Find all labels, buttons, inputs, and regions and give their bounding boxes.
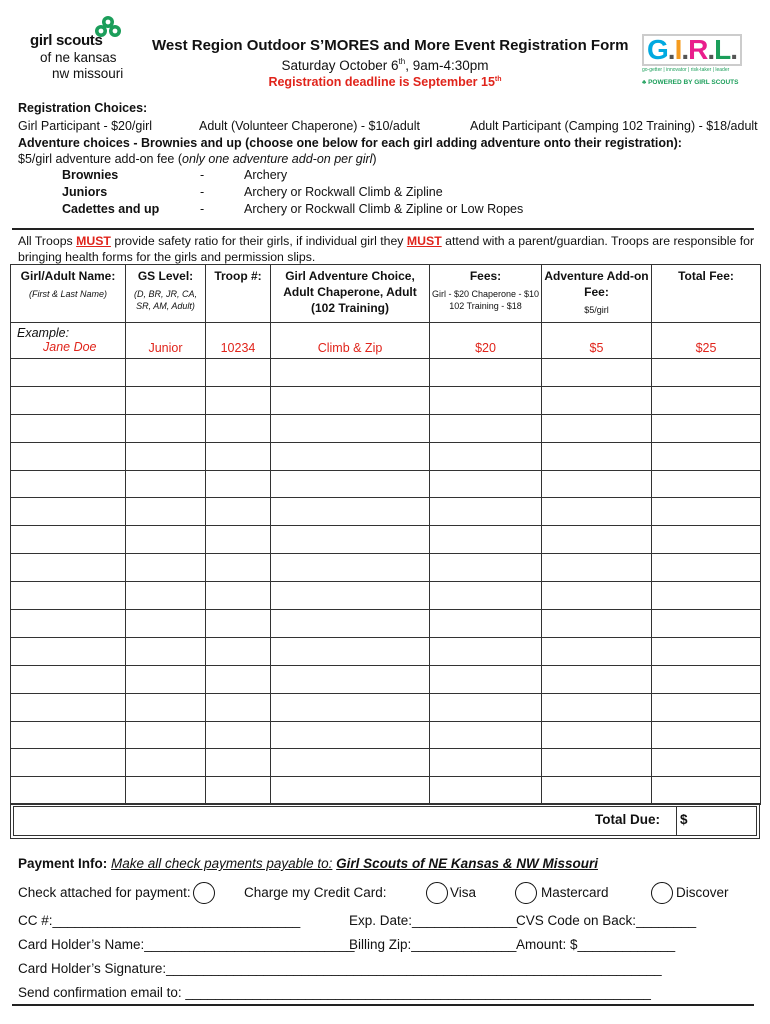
choice-cell[interactable] <box>271 359 430 387</box>
addon-cell[interactable] <box>542 526 652 554</box>
choice-cell[interactable] <box>271 749 430 777</box>
gs-level-cell[interactable] <box>126 610 206 638</box>
fee-cell[interactable] <box>430 665 542 693</box>
fee-cell[interactable] <box>430 414 542 442</box>
badge-dot: . <box>707 34 715 65</box>
discover-radio[interactable] <box>651 882 673 904</box>
table-row <box>11 721 761 749</box>
choice-cell[interactable] <box>271 637 430 665</box>
total-cell[interactable] <box>652 526 761 554</box>
fee-cell[interactable] <box>430 359 542 387</box>
logo-line-3: nw missouri <box>52 66 124 81</box>
addon-cell[interactable] <box>542 498 652 526</box>
addon-cell[interactable] <box>542 414 652 442</box>
fee-cell[interactable] <box>430 442 542 470</box>
total-cell[interactable] <box>652 665 761 693</box>
exp-date-field[interactable]: Exp. Date:______________ <box>349 913 518 928</box>
deadline-text: Registration deadline is September 15 <box>268 75 495 89</box>
badge-letter: L <box>714 34 731 65</box>
troop-cell[interactable] <box>206 470 271 498</box>
cc-number-field[interactable]: CC #:_________________________________ <box>18 913 301 928</box>
choice-adult-training: Adult Participant (Camping 102 Training) - $18/adult <box>470 119 758 133</box>
deadline-sup: th <box>494 75 502 83</box>
level-juniors: Juniors <box>62 185 108 199</box>
choice-cell[interactable] <box>271 693 430 721</box>
addon-cell[interactable] <box>542 665 652 693</box>
girl-badge-tagline: go-getter | innovator | risk-taker | leader <box>642 67 730 73</box>
event-date-sup: th <box>398 57 406 66</box>
gs-level-cell[interactable] <box>126 777 206 805</box>
table-row <box>11 442 761 470</box>
troop-cell[interactable] <box>206 414 271 442</box>
header-troop-label: Troop #: <box>214 269 262 283</box>
total-due-label: Total Due: <box>595 812 660 827</box>
total-cell[interactable] <box>652 777 761 805</box>
table-row <box>11 386 761 414</box>
choice-cell[interactable] <box>271 721 430 749</box>
fee-cell[interactable] <box>430 610 542 638</box>
addon-fee-post: ) <box>372 152 377 166</box>
must-emphasis-1: MUST <box>76 234 111 248</box>
total-cell[interactable] <box>652 554 761 582</box>
council-logo <box>30 14 140 84</box>
gs-level-cell[interactable] <box>126 554 206 582</box>
name-cell[interactable] <box>11 665 126 693</box>
troop-cell[interactable] <box>206 721 271 749</box>
addon-cell[interactable] <box>542 693 652 721</box>
table-row <box>11 637 761 665</box>
name-cell[interactable] <box>11 470 126 498</box>
choice-cell[interactable] <box>271 442 430 470</box>
amount-field[interactable]: Amount: $_____________ <box>516 937 676 952</box>
header-name-label: Girl/Adult Name: <box>20 269 116 283</box>
gs-level-cell[interactable] <box>126 721 206 749</box>
header-fees <box>430 265 542 323</box>
total-cell[interactable] <box>652 359 761 387</box>
example-troop: 10234 <box>206 323 271 359</box>
header-fees-sub: Girl - $20 Chaperone - $10 102 Training - $18 <box>431 289 540 311</box>
total-due-row <box>10 803 760 839</box>
table-row <box>11 526 761 554</box>
total-divider <box>676 807 677 835</box>
total-cell[interactable] <box>652 610 761 638</box>
registration-table <box>10 264 761 805</box>
gs-level-cell[interactable] <box>126 414 206 442</box>
header-fees-label: Fees: <box>469 269 502 283</box>
addon-fee-italic: only one adventure add-on per girl <box>182 152 373 166</box>
gs-level-cell[interactable] <box>126 526 206 554</box>
troop-cell[interactable] <box>206 637 271 665</box>
name-cell[interactable] <box>11 554 126 582</box>
section-divider <box>12 228 754 230</box>
gs-level-cell[interactable] <box>126 693 206 721</box>
level-options-cadettes: Archery or Rockwall Climb & Zipline or Low Ropes <box>244 202 524 216</box>
gs-level-cell[interactable] <box>126 386 206 414</box>
fee-cell[interactable] <box>430 554 542 582</box>
adventure-choices-heading: Adventure choices - Brownies and up (choose one below for each girl adding adventure onto their registration): <box>18 136 682 150</box>
choice-cell[interactable] <box>271 498 430 526</box>
fee-cell[interactable] <box>430 498 542 526</box>
table-row <box>11 749 761 777</box>
fee-cell[interactable] <box>430 777 542 805</box>
name-cell[interactable] <box>11 414 126 442</box>
badge-dot: . <box>730 34 738 65</box>
name-cell[interactable] <box>11 582 126 610</box>
example-fee: $20 <box>430 323 542 359</box>
total-cell[interactable] <box>652 582 761 610</box>
logo-line-1: girl scouts <box>30 32 103 49</box>
mastercard-label: Mastercard <box>541 885 609 900</box>
addon-cell[interactable] <box>542 359 652 387</box>
fee-cell[interactable] <box>430 526 542 554</box>
gs-level-cell[interactable] <box>126 442 206 470</box>
troop-cell[interactable] <box>206 610 271 638</box>
troop-requirements-note <box>18 233 758 265</box>
name-cell[interactable] <box>11 386 126 414</box>
troop-cell[interactable] <box>206 749 271 777</box>
choice-cell[interactable] <box>271 554 430 582</box>
mastercard-radio[interactable] <box>515 882 537 904</box>
gs-level-cell[interactable] <box>126 470 206 498</box>
example-choice: Climb & Zip <box>271 323 430 359</box>
intro-text-3: attend with a parent/guardian. Troops are responsible for bringing health forms for the girls and permission slips. <box>18 234 755 264</box>
badge-dot: . <box>667 34 675 65</box>
gs-level-cell[interactable] <box>126 359 206 387</box>
gs-level-cell[interactable] <box>126 637 206 665</box>
table-row <box>11 498 761 526</box>
fee-cell[interactable] <box>430 582 542 610</box>
example-name-cell <box>11 323 126 359</box>
choice-cell[interactable] <box>271 777 430 805</box>
table-row <box>11 693 761 721</box>
total-cell[interactable] <box>652 749 761 777</box>
intro-text-1: All Troops <box>18 234 77 248</box>
total-cell[interactable] <box>652 498 761 526</box>
badge-letter: G <box>647 34 668 65</box>
level-dash: - <box>200 185 205 199</box>
table-row <box>11 470 761 498</box>
choice-cell[interactable] <box>271 414 430 442</box>
troop-cell[interactable] <box>206 777 271 805</box>
name-cell[interactable] <box>11 777 126 805</box>
total-cell[interactable] <box>652 386 761 414</box>
header-troop <box>206 265 271 323</box>
name-cell[interactable] <box>11 498 126 526</box>
check-attached-radio[interactable] <box>193 882 215 904</box>
troop-cell[interactable] <box>206 526 271 554</box>
addon-cell[interactable] <box>542 386 652 414</box>
header-name <box>11 265 126 323</box>
level-dash: - <box>200 168 205 182</box>
table-row <box>11 582 761 610</box>
example-label: Example: <box>17 326 70 340</box>
payment-info-label: Payment Info: <box>18 856 108 871</box>
event-date-pre: Saturday October 6 <box>281 57 399 73</box>
example-row <box>11 323 761 359</box>
gs-level-cell[interactable] <box>126 749 206 777</box>
header-choice <box>271 265 430 323</box>
addon-cell[interactable] <box>542 442 652 470</box>
header-total <box>652 265 761 323</box>
total-cell[interactable] <box>652 693 761 721</box>
fee-cell[interactable] <box>430 721 542 749</box>
fee-cell[interactable] <box>430 470 542 498</box>
must-emphasis-2: MUST <box>406 234 442 248</box>
addon-cell[interactable] <box>542 749 652 777</box>
table-row <box>11 359 761 387</box>
girl-badge-letters <box>642 34 742 66</box>
total-cell[interactable] <box>652 442 761 470</box>
form-title: West Region Outdoor S’MORES and More Event Registration Form <box>152 37 629 54</box>
name-cell[interactable] <box>11 442 126 470</box>
choice-adult-chaperone: Adult (Volunteer Chaperone) - $10/adult <box>199 119 420 133</box>
gs-level-cell[interactable] <box>126 582 206 610</box>
level-dash: - <box>200 202 205 216</box>
bottom-divider <box>12 1004 754 1006</box>
badge-letter: R <box>688 34 708 65</box>
example-level: Junior <box>126 323 206 359</box>
header-addon <box>542 265 652 323</box>
name-cell[interactable] <box>11 693 126 721</box>
visa-label: Visa <box>450 885 477 900</box>
choice-cell[interactable] <box>271 582 430 610</box>
header-name-sub: (First & Last Name) <box>28 289 107 299</box>
addon-fee-pre: $5/girl adventure add-on fee ( <box>18 152 182 166</box>
registration-choices-heading: Registration Choices: <box>18 101 148 115</box>
troop-cell[interactable] <box>206 665 271 693</box>
troop-cell[interactable] <box>206 498 271 526</box>
table-row <box>11 554 761 582</box>
level-cadettes: Cadettes and up <box>62 202 160 216</box>
troop-cell[interactable] <box>206 582 271 610</box>
intro-text-2: provide safety ratio for their girls, if individual girl they <box>110 234 407 248</box>
powered-by-label: ♣ POWERED BY GIRL SCOUTS <box>642 79 739 86</box>
name-cell[interactable] <box>11 526 126 554</box>
confirmation-email-field[interactable]: Send confirmation email to: ______________________________________________________________ <box>18 985 651 1000</box>
card-holder-signature-field[interactable]: Card Holder’s Signature:__________________________________________________________________ <box>18 961 662 976</box>
level-brownies: Brownies <box>62 168 119 182</box>
addon-cell[interactable] <box>542 582 652 610</box>
name-cell[interactable] <box>11 359 126 387</box>
credit-card-label: Charge my Credit Card: <box>244 885 387 900</box>
table-header-row <box>11 265 761 323</box>
choice-cell[interactable] <box>271 526 430 554</box>
addon-cell[interactable] <box>542 777 652 805</box>
powered-by-text: POWERED BY GIRL SCOUTS <box>648 79 739 86</box>
example-addon: $5 <box>542 323 652 359</box>
name-cell[interactable] <box>11 721 126 749</box>
girl-badge <box>642 34 742 86</box>
troop-cell[interactable] <box>206 386 271 414</box>
example-name: Jane Doe <box>43 340 97 354</box>
table-row <box>11 414 761 442</box>
gs-level-cell[interactable] <box>126 665 206 693</box>
gs-level-cell[interactable] <box>126 498 206 526</box>
name-cell[interactable] <box>11 610 126 638</box>
billing-zip-field[interactable]: Billing Zip:______________ <box>349 937 517 952</box>
badge-dot: . <box>681 34 689 65</box>
choice-cell[interactable] <box>271 386 430 414</box>
addon-cell[interactable] <box>542 637 652 665</box>
payment-payable-note: Make all check payments payable to: <box>111 856 333 871</box>
name-cell[interactable] <box>11 637 126 665</box>
card-holder-name-field[interactable]: Card Holder’s Name:____________________________ <box>18 937 355 952</box>
payment-payee: Girl Scouts of NE Kansas & NW Missouri <box>336 856 598 871</box>
fee-cell[interactable] <box>430 386 542 414</box>
header-choice-label: Girl Adventure Choice, Adult Chaperone, Adult (102 Training) <box>283 269 417 315</box>
total-cell[interactable] <box>652 414 761 442</box>
header-gs-level <box>126 265 206 323</box>
level-options-juniors: Archery or Rockwall Climb & Zipline <box>244 185 443 199</box>
choice-cell[interactable] <box>271 665 430 693</box>
visa-radio[interactable] <box>426 882 448 904</box>
addon-cell[interactable] <box>542 554 652 582</box>
discover-label: Discover <box>676 885 729 900</box>
table-row <box>11 777 761 805</box>
payment-info <box>18 856 598 871</box>
badge-letter: I <box>674 34 682 65</box>
check-attached-label: Check attached for payment: <box>18 885 191 900</box>
header-gs-level-sub: (D, BR, JR, CA, SR, AM, Adult) <box>133 289 197 311</box>
fee-cell[interactable] <box>430 637 542 665</box>
choice-cell[interactable] <box>271 610 430 638</box>
table-row <box>11 665 761 693</box>
cvs-code-field[interactable]: CVS Code on Back:________ <box>516 913 697 928</box>
choice-girl: Girl Participant - $20/girl <box>18 119 153 133</box>
header-addon-sub: $5/girl <box>584 305 609 315</box>
total-due-field[interactable]: $ <box>680 812 688 827</box>
troop-cell[interactable] <box>206 442 271 470</box>
example-total: $25 <box>652 323 761 359</box>
addon-fee-note <box>18 152 377 166</box>
name-cell[interactable] <box>11 749 126 777</box>
fee-cell[interactable] <box>430 693 542 721</box>
addon-cell[interactable] <box>542 721 652 749</box>
addon-cell[interactable] <box>542 470 652 498</box>
total-cell[interactable] <box>652 470 761 498</box>
level-options-brownies: Archery <box>244 168 288 182</box>
event-date-post: , 9am-4:30pm <box>405 57 489 73</box>
total-cell[interactable] <box>652 637 761 665</box>
table-row <box>11 610 761 638</box>
fee-cell[interactable] <box>430 749 542 777</box>
troop-cell[interactable] <box>206 693 271 721</box>
addon-cell[interactable] <box>542 610 652 638</box>
choice-cell[interactable] <box>271 470 430 498</box>
troop-cell[interactable] <box>206 359 271 387</box>
troop-cell[interactable] <box>206 554 271 582</box>
header-total-label: Total Fee: <box>678 269 734 283</box>
header-addon-label: Adventure Add-on Fee: <box>544 269 649 299</box>
total-cell[interactable] <box>652 721 761 749</box>
header-gs-level-label: GS Level: <box>137 269 194 283</box>
logo-line-2: of ne kansas <box>40 50 117 65</box>
